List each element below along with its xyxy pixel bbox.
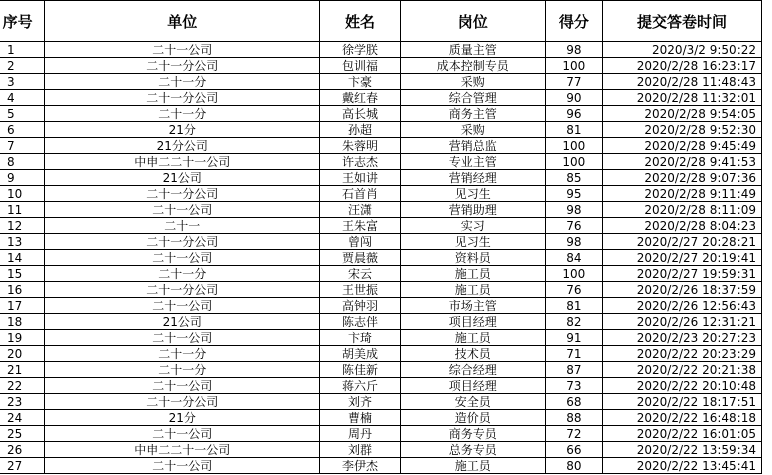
cell-score: 66 xyxy=(545,442,602,458)
cell-post: 商务专员 xyxy=(400,426,545,442)
cell-no: 18 xyxy=(0,314,45,330)
cell-time: 2020/2/22 20:23:29 xyxy=(602,346,761,362)
cell-post: 综合经理 xyxy=(400,362,545,378)
cell-no: 19 xyxy=(0,330,45,346)
cell-unit: 中申二二十一公司 xyxy=(45,154,320,170)
cell-name: 胡美成 xyxy=(320,346,401,362)
cell-name: 高长城 xyxy=(320,106,401,122)
cell-time: 2020/2/28 9:45:49 xyxy=(602,138,761,154)
cell-time: 2020/2/22 18:17:51 xyxy=(602,394,761,410)
cell-name: 王世振 xyxy=(320,282,401,298)
cell-post: 实习 xyxy=(400,218,545,234)
cell-no: 25 xyxy=(0,426,45,442)
cell-post: 见习生 xyxy=(400,234,545,250)
cell-unit: 21分 xyxy=(45,410,320,426)
cell-no: 20 xyxy=(0,346,45,362)
cell-post: 专业主管 xyxy=(400,154,545,170)
cell-post: 资料员 xyxy=(400,250,545,266)
cell-time: 2020/2/28 9:41:53 xyxy=(602,154,761,170)
cell-name: 高钟羽 xyxy=(320,298,401,314)
cell-time: 2020/2/27 19:59:31 xyxy=(602,266,761,282)
header-time: 提交答卷时间 xyxy=(602,1,761,42)
cell-score: 88 xyxy=(545,410,602,426)
cell-unit: 二十一分 xyxy=(45,106,320,122)
cell-unit: 21分公司 xyxy=(45,138,320,154)
table-row xyxy=(0,282,762,298)
cell-post: 市场主管 xyxy=(400,298,545,314)
cell-unit: 21分 xyxy=(45,122,320,138)
cell-post: 施工员 xyxy=(400,330,545,346)
header-post: 岗位 xyxy=(400,1,545,42)
cell-no: 21 xyxy=(0,362,45,378)
cell-score: 98 xyxy=(545,202,602,218)
cell-name: 陈佳新 xyxy=(320,362,401,378)
cell-name: 陈志伴 xyxy=(320,314,401,330)
cell-no: 2 xyxy=(0,58,45,74)
table-row xyxy=(0,106,762,122)
cell-post: 营销助理 xyxy=(400,202,545,218)
cell-time: 2020/2/28 9:07:36 xyxy=(602,170,761,186)
table-row xyxy=(0,458,762,474)
cell-name: 王朱富 xyxy=(320,218,401,234)
cell-no: 15 xyxy=(0,266,45,282)
cell-name: 许志杰 xyxy=(320,154,401,170)
cell-score: 77 xyxy=(545,74,602,90)
cell-time: 2020/2/28 11:32:01 xyxy=(602,90,761,106)
cell-name: 曹楠 xyxy=(320,410,401,426)
cell-post: 总务专员 xyxy=(400,442,545,458)
cell-time: 2020/2/26 12:56:43 xyxy=(602,298,761,314)
cell-score: 98 xyxy=(545,42,602,58)
cell-score: 96 xyxy=(545,106,602,122)
cell-name: 汪潇 xyxy=(320,202,401,218)
table-row xyxy=(0,74,762,90)
cell-post: 营销总监 xyxy=(400,138,545,154)
cell-score: 68 xyxy=(545,394,602,410)
table-row xyxy=(0,330,762,346)
cell-no: 26 xyxy=(0,442,45,458)
table-row xyxy=(0,442,762,458)
cell-time: 2020/2/22 20:21:38 xyxy=(602,362,761,378)
cell-score: 95 xyxy=(545,186,602,202)
cell-name: 周丹 xyxy=(320,426,401,442)
cell-name: 宋云 xyxy=(320,266,401,282)
table-row xyxy=(0,154,762,170)
cell-score: 100 xyxy=(545,266,602,282)
header-row xyxy=(0,1,762,42)
table-row xyxy=(0,138,762,154)
cell-unit: 二十一 xyxy=(45,218,320,234)
table-row xyxy=(0,314,762,330)
cell-unit: 中申二二十一公司 xyxy=(45,442,320,458)
cell-name: 朱蓉明 xyxy=(320,138,401,154)
cell-name: 李伊杰 xyxy=(320,458,401,474)
cell-post: 成本控制专员 xyxy=(400,58,545,74)
cell-score: 82 xyxy=(545,314,602,330)
cell-name: 孙超 xyxy=(320,122,401,138)
cell-name: 曾闯 xyxy=(320,234,401,250)
cell-no: 12 xyxy=(0,218,45,234)
cell-unit: 二十一公司 xyxy=(45,426,320,442)
cell-post: 技术员 xyxy=(400,346,545,362)
cell-no: 3 xyxy=(0,74,45,90)
cell-no: 6 xyxy=(0,122,45,138)
cell-time: 2020/2/28 9:11:49 xyxy=(602,186,761,202)
cell-post: 施工员 xyxy=(400,458,545,474)
table-row xyxy=(0,170,762,186)
cell-post: 采购 xyxy=(400,74,545,90)
header-unit: 单位 xyxy=(45,1,320,42)
cell-score: 98 xyxy=(545,234,602,250)
cell-unit: 二十一分 xyxy=(45,362,320,378)
table-body xyxy=(0,42,762,474)
header-no: 序号 xyxy=(0,1,45,42)
cell-no: 11 xyxy=(0,202,45,218)
table-row xyxy=(0,362,762,378)
cell-no: 27 xyxy=(0,458,45,474)
table-row xyxy=(0,378,762,394)
cell-no: 8 xyxy=(0,154,45,170)
table-row xyxy=(0,426,762,442)
cell-post: 施工员 xyxy=(400,266,545,282)
cell-no: 5 xyxy=(0,106,45,122)
cell-time: 2020/2/28 9:54:05 xyxy=(602,106,761,122)
cell-unit: 二十一公司 xyxy=(45,458,320,474)
table-row xyxy=(0,250,762,266)
cell-time: 2020/2/22 13:59:34 xyxy=(602,442,761,458)
cell-time: 2020/2/22 16:48:18 xyxy=(602,410,761,426)
cell-score: 81 xyxy=(545,298,602,314)
cell-no: 7 xyxy=(0,138,45,154)
cell-post: 安全员 xyxy=(400,394,545,410)
cell-unit: 二十一分公司 xyxy=(45,394,320,410)
cell-score: 81 xyxy=(545,122,602,138)
cell-unit: 二十一分公司 xyxy=(45,90,320,106)
header-score: 得分 xyxy=(545,1,602,42)
cell-unit: 二十一分 xyxy=(45,346,320,362)
cell-unit: 二十一公司 xyxy=(45,250,320,266)
cell-time: 2020/2/27 20:19:41 xyxy=(602,250,761,266)
cell-no: 10 xyxy=(0,186,45,202)
cell-unit: 二十一分 xyxy=(45,266,320,282)
cell-name: 刘群 xyxy=(320,442,401,458)
cell-unit: 二十一分公司 xyxy=(45,282,320,298)
cell-no: 22 xyxy=(0,378,45,394)
table-row xyxy=(0,122,762,138)
cell-no: 23 xyxy=(0,394,45,410)
cell-time: 2020/2/22 13:45:41 xyxy=(602,458,761,474)
cell-post: 综合管理 xyxy=(400,90,545,106)
cell-unit: 二十一公司 xyxy=(45,202,320,218)
cell-score: 80 xyxy=(545,458,602,474)
cell-time: 2020/3/2 9:50:22 xyxy=(602,42,761,58)
cell-score: 90 xyxy=(545,90,602,106)
cell-unit: 二十一公司 xyxy=(45,330,320,346)
table-row xyxy=(0,234,762,250)
cell-no: 9 xyxy=(0,170,45,186)
cell-post: 采购 xyxy=(400,122,545,138)
cell-score: 76 xyxy=(545,282,602,298)
cell-score: 84 xyxy=(545,250,602,266)
cell-name: 包训福 xyxy=(320,58,401,74)
cell-score: 76 xyxy=(545,218,602,234)
cell-no: 13 xyxy=(0,234,45,250)
table-row xyxy=(0,186,762,202)
cell-no: 14 xyxy=(0,250,45,266)
cell-name: 王如讲 xyxy=(320,170,401,186)
cell-unit: 21公司 xyxy=(45,314,320,330)
cell-post: 项目经理 xyxy=(400,378,545,394)
cell-score: 72 xyxy=(545,426,602,442)
cell-name: 徐学朕 xyxy=(320,42,401,58)
table-row xyxy=(0,58,762,74)
cell-name: 蒋六斤 xyxy=(320,378,401,394)
cell-unit: 二十一公司 xyxy=(45,42,320,58)
cell-unit: 二十一分公司 xyxy=(45,234,320,250)
table-row xyxy=(0,394,762,410)
cell-score: 85 xyxy=(545,170,602,186)
cell-name: 刘齐 xyxy=(320,394,401,410)
cell-name: 戴红春 xyxy=(320,90,401,106)
header-name: 姓名 xyxy=(320,1,401,42)
cell-no: 4 xyxy=(0,90,45,106)
cell-time: 2020/2/28 9:52:30 xyxy=(602,122,761,138)
table-row xyxy=(0,90,762,106)
cell-time: 2020/2/22 16:01:05 xyxy=(602,426,761,442)
table-row xyxy=(0,410,762,426)
cell-unit: 21公司 xyxy=(45,170,320,186)
cell-post: 见习生 xyxy=(400,186,545,202)
cell-score: 71 xyxy=(545,346,602,362)
cell-score: 87 xyxy=(545,362,602,378)
cell-post: 项目经理 xyxy=(400,314,545,330)
cell-unit: 二十一公司 xyxy=(45,378,320,394)
cell-post: 施工员 xyxy=(400,282,545,298)
cell-time: 2020/2/26 18:37:59 xyxy=(602,282,761,298)
cell-time: 2020/2/22 20:10:48 xyxy=(602,378,761,394)
cell-time: 2020/2/28 8:04:23 xyxy=(602,218,761,234)
cell-time: 2020/2/28 8:11:09 xyxy=(602,202,761,218)
cell-post: 营销经理 xyxy=(400,170,545,186)
cell-time: 2020/2/28 11:48:43 xyxy=(602,74,761,90)
cell-no: 16 xyxy=(0,282,45,298)
cell-name: 石首肖 xyxy=(320,186,401,202)
cell-time: 2020/2/26 12:31:21 xyxy=(602,314,761,330)
cell-name: 卞豪 xyxy=(320,74,401,90)
cell-unit: 二十一分 xyxy=(45,74,320,90)
cell-score: 73 xyxy=(545,378,602,394)
table-row xyxy=(0,298,762,314)
cell-time: 2020/2/28 16:23:17 xyxy=(602,58,761,74)
table-row xyxy=(0,42,762,58)
cell-score: 100 xyxy=(545,138,602,154)
table-row xyxy=(0,202,762,218)
cell-post: 质量主管 xyxy=(400,42,545,58)
cell-no: 24 xyxy=(0,410,45,426)
table-row xyxy=(0,218,762,234)
cell-post: 商务主管 xyxy=(400,106,545,122)
cell-score: 100 xyxy=(545,58,602,74)
cell-time: 2020/2/27 20:28:21 xyxy=(602,234,761,250)
table-row xyxy=(0,266,762,282)
cell-name: 卞琦 xyxy=(320,330,401,346)
cell-post: 造价员 xyxy=(400,410,545,426)
cell-unit: 二十一分公司 xyxy=(45,58,320,74)
cell-unit: 二十一公司 xyxy=(45,298,320,314)
cell-no: 1 xyxy=(0,42,45,58)
cell-score: 91 xyxy=(545,330,602,346)
cell-name: 贾晨薇 xyxy=(320,250,401,266)
cell-no: 17 xyxy=(0,298,45,314)
cell-unit: 二十一分公司 xyxy=(45,186,320,202)
cell-time: 2020/2/23 20:27:23 xyxy=(602,330,761,346)
table-row xyxy=(0,346,762,362)
cell-score: 100 xyxy=(545,154,602,170)
